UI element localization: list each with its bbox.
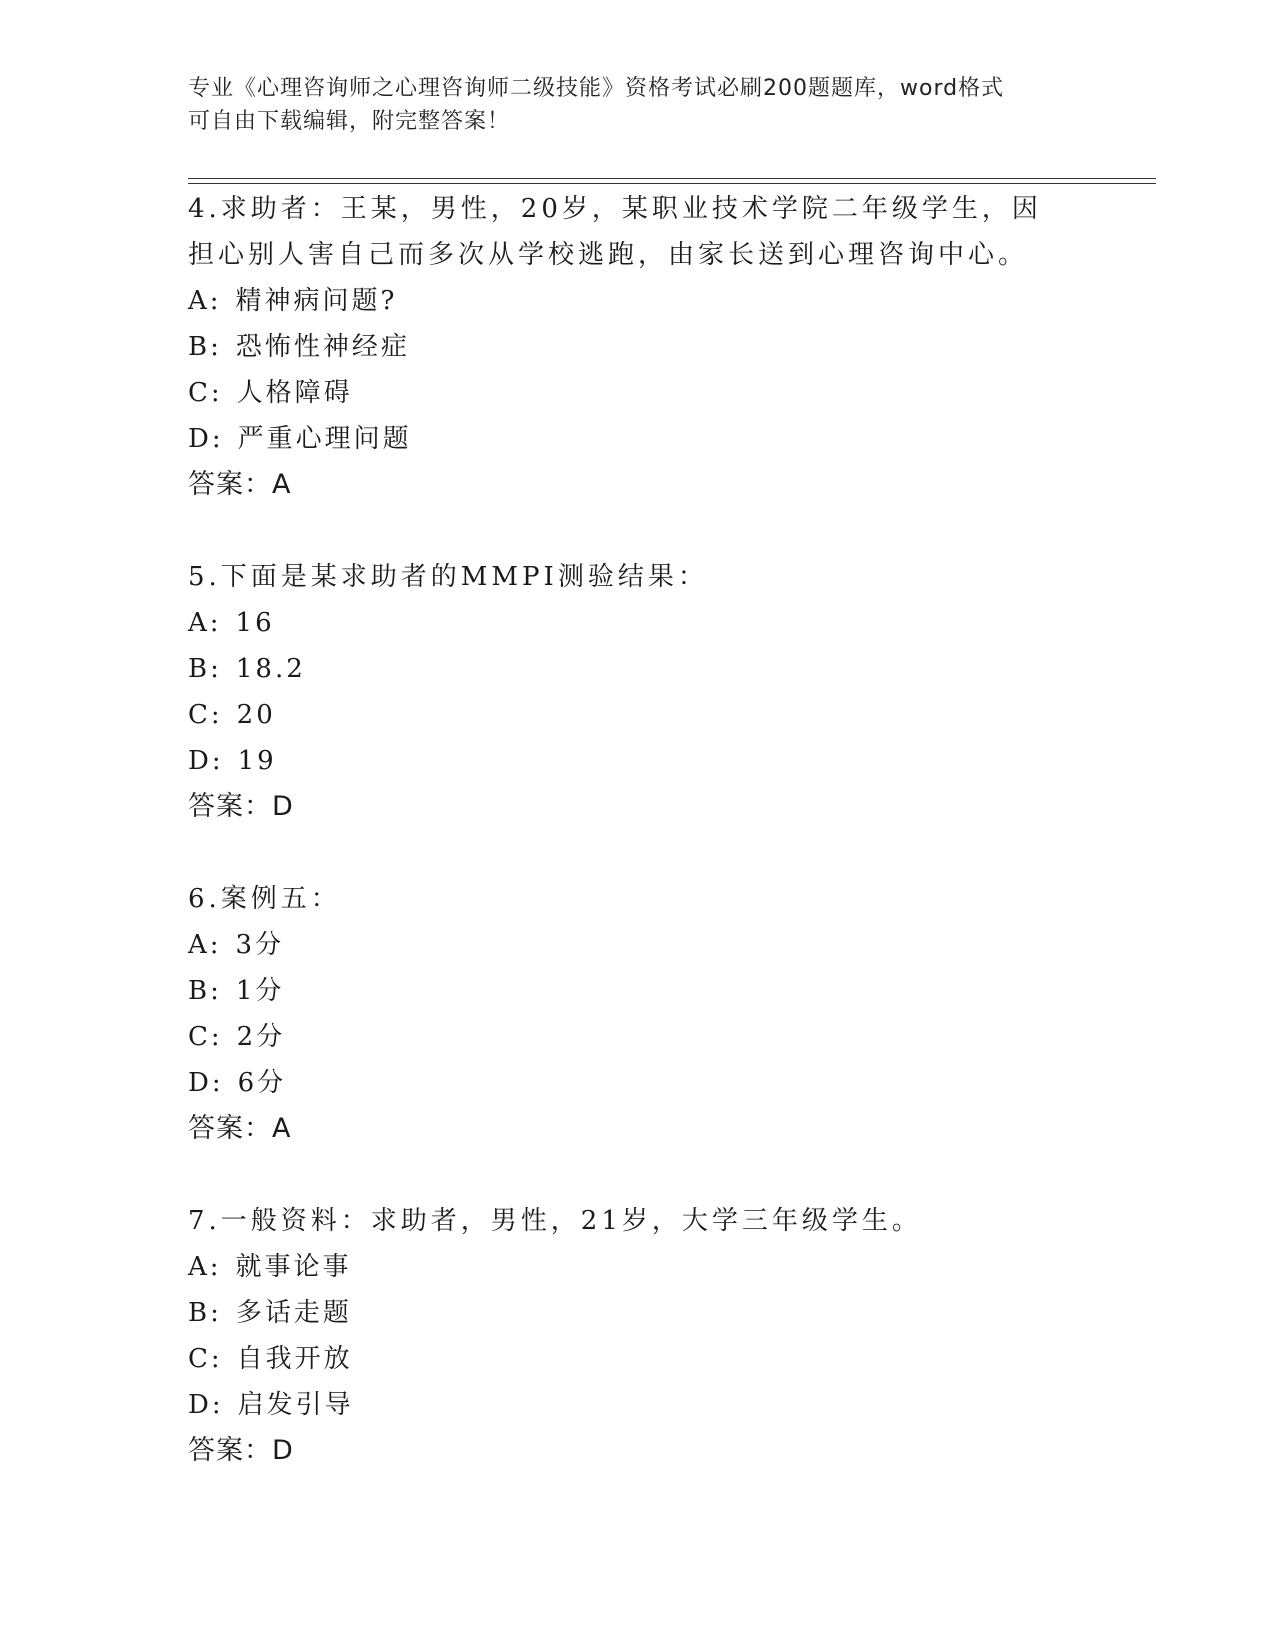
header-line-2: 可自由下载编辑，附完整答案！ <box>188 109 511 134</box>
option-b <box>188 646 1088 692</box>
question-6 <box>188 876 1088 1152</box>
option-text: 多话走题 <box>235 1298 352 1328</box>
option-letter: C: <box>188 378 223 408</box>
option-c <box>188 692 1088 738</box>
document-header <box>188 72 1068 138</box>
option-text: 2分 <box>236 1022 286 1052</box>
option-letter: C: <box>188 1022 223 1052</box>
question-text: 4.求助者：王某，男性，20岁，某职业技术学院二年级学生，因担心别人害自己而多次从学校逃跑，由家长送到心理咨询中心。 <box>188 194 1042 270</box>
option-text: 就事论事 <box>235 1252 352 1282</box>
option-text: 严重心理问题 <box>237 424 412 454</box>
answer-line: 答案：D <box>188 791 294 822</box>
option-text: 18.2 <box>235 654 306 684</box>
option-d <box>188 416 1088 462</box>
option-letter: D: <box>188 424 224 454</box>
option-letter: D: <box>188 746 224 776</box>
option-text: 1分 <box>235 976 285 1006</box>
option-letter: B: <box>188 332 222 362</box>
option-b <box>188 1290 1088 1336</box>
option-text: 自我开放 <box>236 1344 353 1374</box>
question-list <box>188 186 1088 1520</box>
question-text: 5.下面是某求助者的MMPI测验结果： <box>188 562 708 592</box>
question-7 <box>188 1198 1088 1474</box>
option-c <box>188 370 1088 416</box>
option-d <box>188 738 1088 784</box>
option-c <box>188 1336 1088 1382</box>
answer-line: 答案：D <box>188 1435 294 1466</box>
option-text: 16 <box>235 608 275 638</box>
option-text: 恐怖性神经症 <box>235 332 410 362</box>
option-text: 精神病问题? <box>235 286 398 316</box>
option-a <box>188 1244 1088 1290</box>
header-divider-bottom <box>188 183 1156 184</box>
option-d <box>188 1382 1088 1428</box>
option-letter: C: <box>188 1344 223 1374</box>
header-line-1: 专业《心理咨询师之心理咨询师二级技能》资格考试必刷200题题库，word格式 <box>188 76 1005 101</box>
option-text: 人格障碍 <box>236 378 353 408</box>
option-a <box>188 600 1088 646</box>
option-a <box>188 278 1088 324</box>
option-b <box>188 968 1088 1014</box>
header-divider-top <box>188 178 1156 179</box>
option-text: 启发引导 <box>237 1390 354 1420</box>
option-a <box>188 922 1088 968</box>
option-b <box>188 324 1088 370</box>
question-text: 6.案例五： <box>188 884 341 914</box>
option-text: 20 <box>236 700 276 730</box>
option-text: 19 <box>237 746 277 776</box>
option-c <box>188 1014 1088 1060</box>
option-letter: A: <box>188 1252 222 1282</box>
answer-line: 答案：A <box>188 1113 292 1144</box>
question-5 <box>188 554 1088 830</box>
option-letter: C: <box>188 700 223 730</box>
option-letter: B: <box>188 1298 222 1328</box>
option-text: 6分 <box>237 1068 287 1098</box>
question-text: 7.一般资料：求助者，男性，21岁，大学三年级学生。 <box>188 1206 922 1236</box>
option-letter: B: <box>188 976 222 1006</box>
answer-line: 答案：A <box>188 469 292 500</box>
question-4 <box>188 186 1088 508</box>
option-letter: D: <box>188 1390 224 1420</box>
option-text: 3分 <box>235 930 285 960</box>
option-letter: B: <box>188 654 222 684</box>
option-letter: A: <box>188 286 222 316</box>
option-letter: A: <box>188 608 222 638</box>
option-letter: D: <box>188 1068 224 1098</box>
option-letter: A: <box>188 930 222 960</box>
option-d <box>188 1060 1088 1106</box>
